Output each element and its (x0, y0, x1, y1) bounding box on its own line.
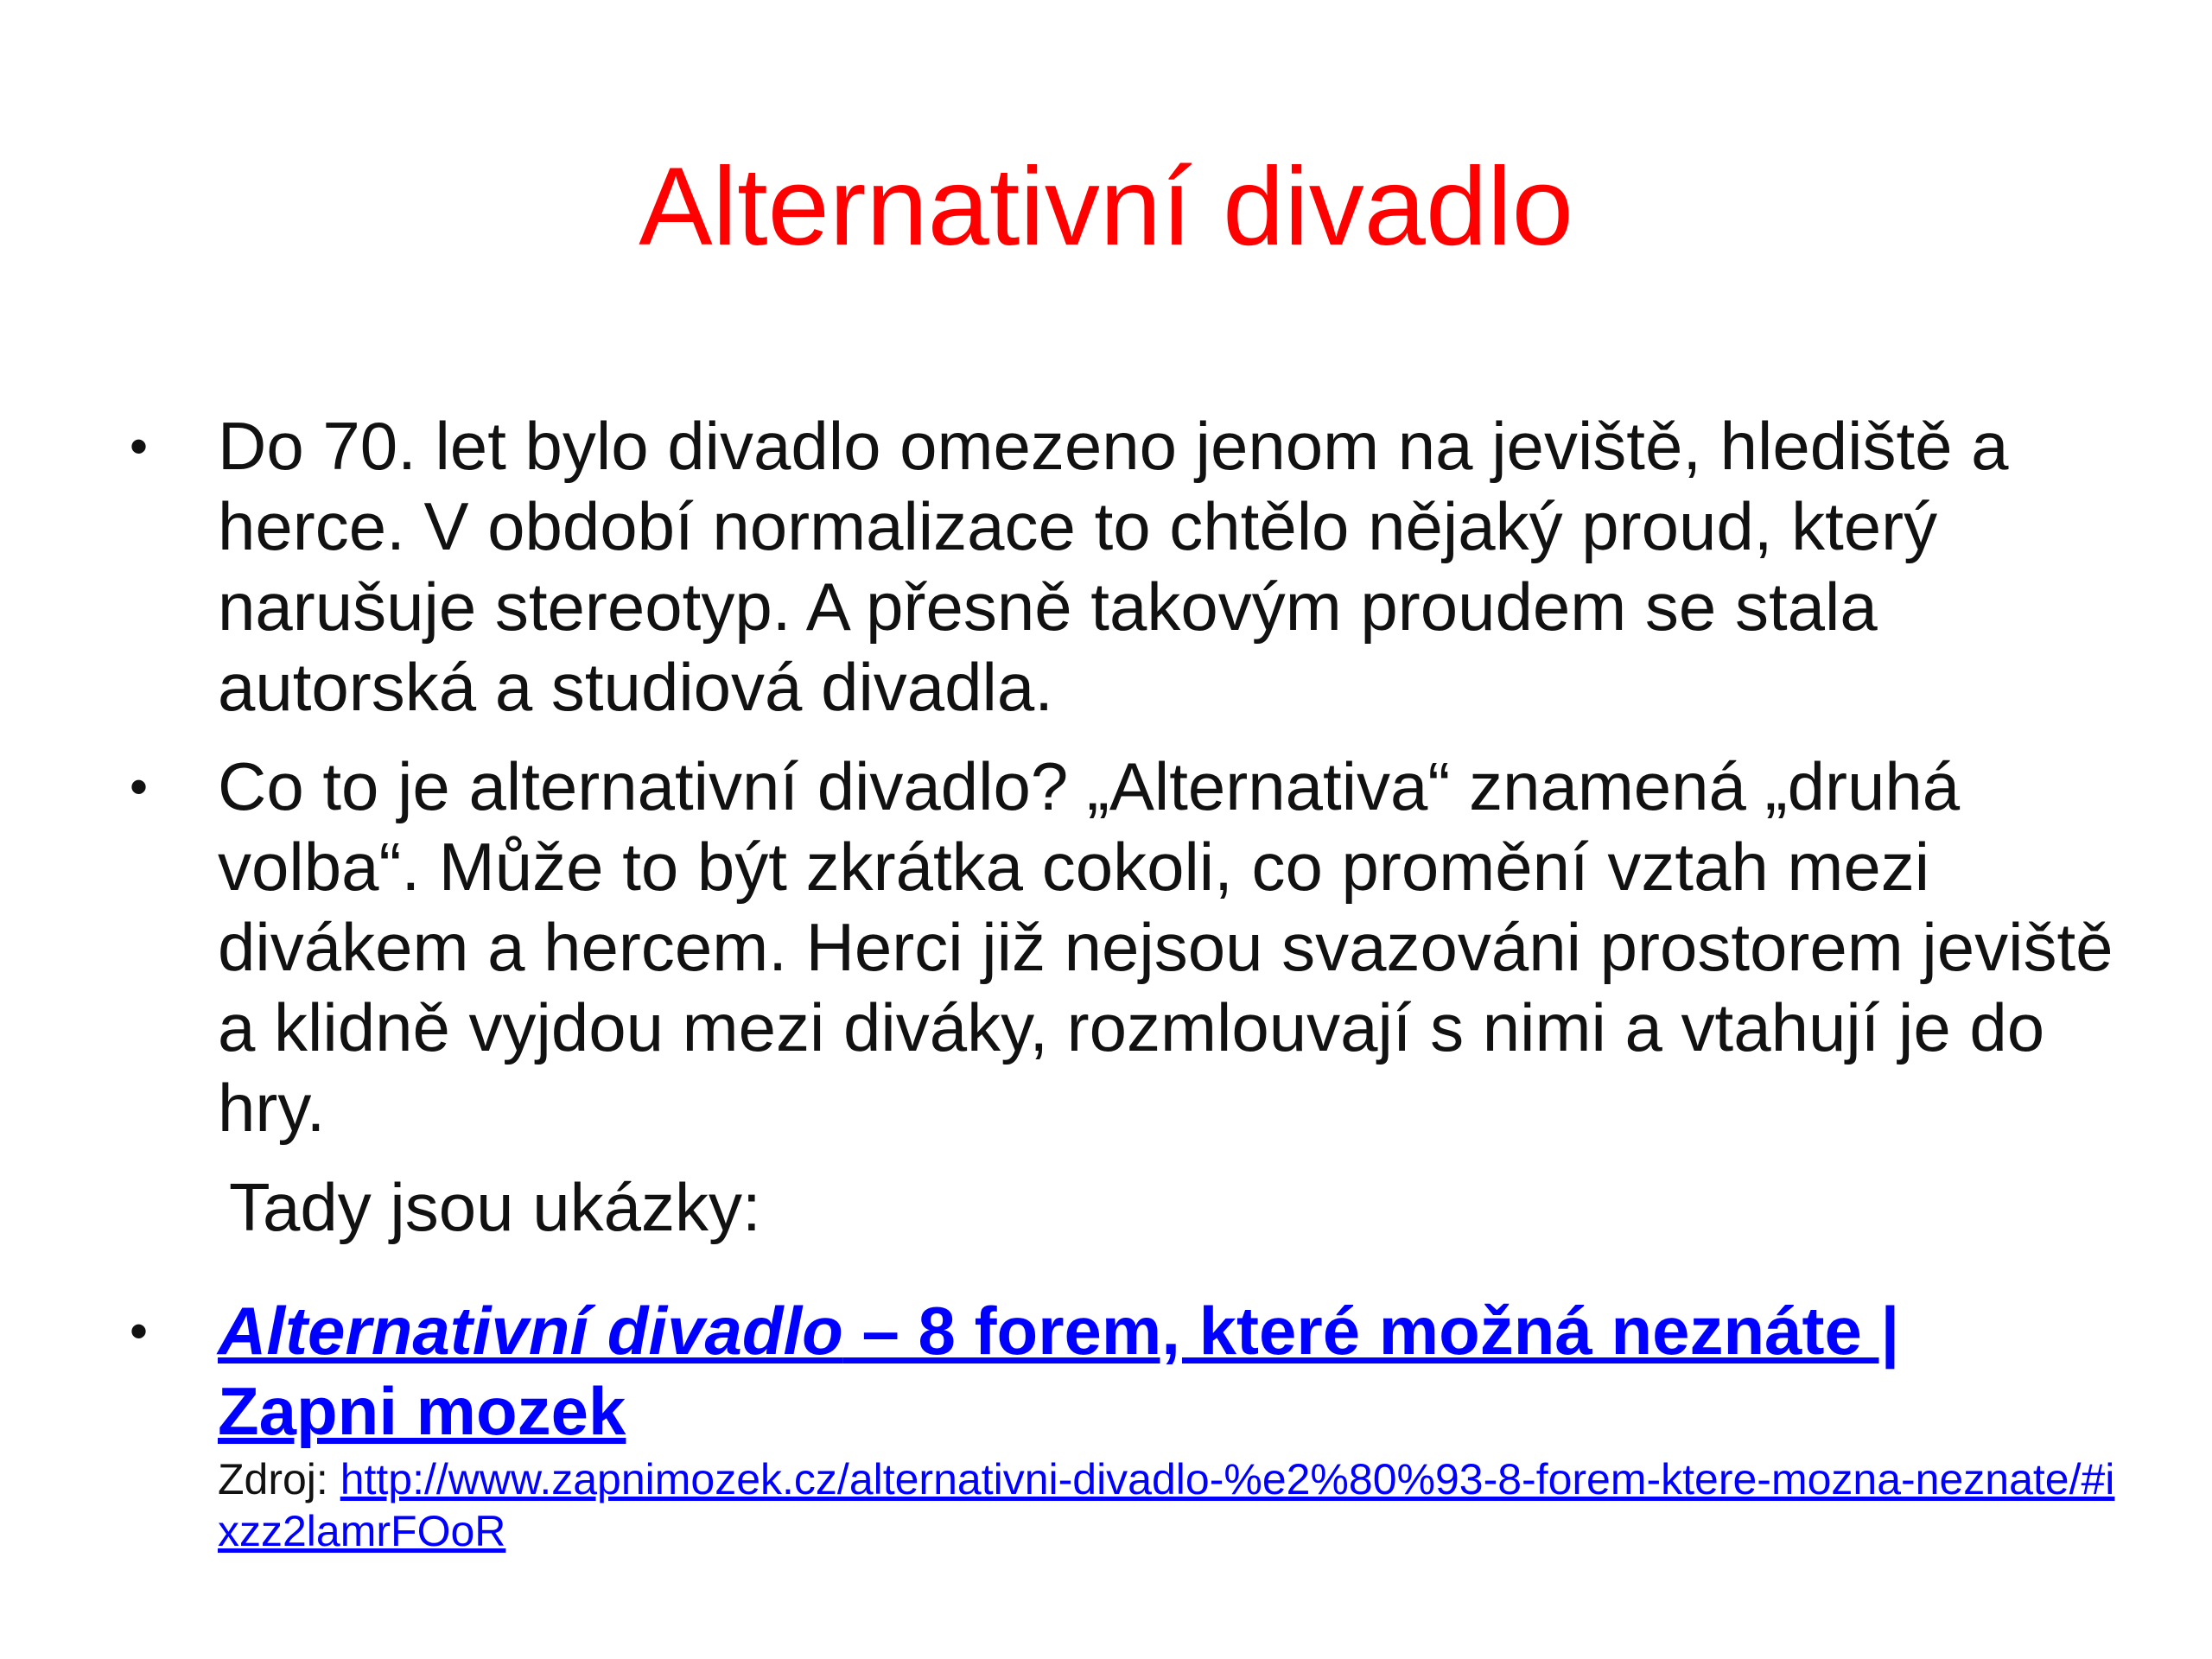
source-url-link[interactable]: http://www.zapnimozek.cz/alternativni-divadlo-%e2%80%93-8-forem-ktere-mozna-neznate/#ixzz2lamrFOoR (218, 1455, 2115, 1555)
source-label: Zdroj: (218, 1455, 340, 1503)
source-line (218, 1453, 2117, 1557)
bullet-item-2 (130, 747, 2117, 1148)
examples-label: Tady jsou ukázky: (229, 1169, 761, 1245)
slide-title: Alternativní divadlo (639, 145, 1573, 269)
bullet-item-link (130, 1291, 2117, 1557)
bullet-dot-icon: • (130, 1302, 149, 1360)
slide-body (130, 406, 2117, 1557)
article-link-site[interactable]: Zapni mozek (218, 1373, 626, 1449)
bullet-text-2: Co to je alternativní divadlo? „Alternativa“ znamená „druhá volba“. Může to být zkrátka cokoli, co promění vztah mezi divákem a hercem. Herci již nejsou svazováni prostorem jeviště a klidně vyjdou mezi diváky, rozmlouvají s nimi a vtahují je do hry. (218, 748, 2113, 1146)
article-link-title-rest[interactable]: – 8 forem, které možná neznáte | (842, 1293, 1900, 1369)
bullet-dot-icon: • (130, 417, 149, 475)
article-link[interactable] (218, 1291, 2117, 1452)
bullet-item-1 (130, 406, 2117, 728)
article-link-italic[interactable]: Alternativní divadlo (218, 1293, 843, 1369)
bullet-dot-icon: • (130, 758, 149, 816)
bullet-text-1: Do 70. let bylo divadlo omezeno jenom na jeviště, hlediště a herce. V období normalizace to chtělo nějaký proud, který narušuje stereotyp. A přesně takovým proudem se stala autorská a studiová divadla. (218, 408, 2009, 725)
